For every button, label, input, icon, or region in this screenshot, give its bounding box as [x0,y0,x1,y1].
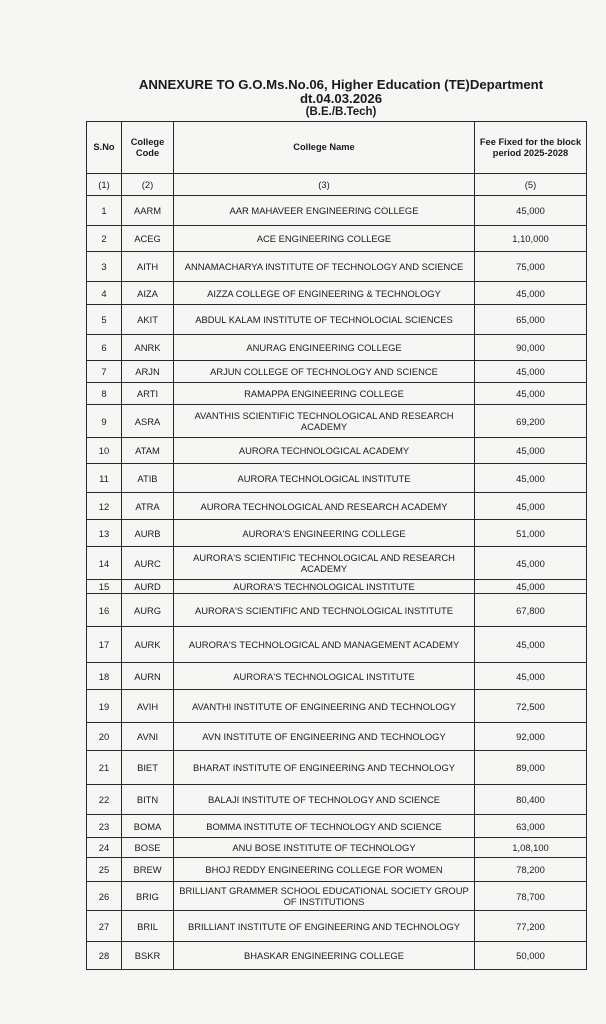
row-fee: 92,000 [475,723,587,751]
row-sno: 23 [87,815,122,838]
row-college-name: AURORA'S TECHNOLOGICAL AND MANAGEMENT ACADEMY [174,627,475,663]
row-fee: 90,000 [475,335,587,361]
row-college-name: BRILLIANT GRAMMER SCHOOL EDUCATIONAL SOCIETY GROUP OF INSTITUTIONS [174,882,475,911]
row-college-code: ASRA [122,405,174,438]
row-sno: 2 [87,226,122,252]
row-college-name: ARJUN COLLEGE OF TECHNOLOGY AND SCIENCE [174,361,475,383]
row-fee: 45,000 [475,493,587,520]
row-sno: 11 [87,464,122,493]
row-college-code: AURK [122,627,174,663]
row-college-code: AURG [122,594,174,627]
document-date: dt.04.03.2026 [299,91,383,106]
document-title: ANNEXURE TO G.O.Ms.No.06, Higher Education (TE)Department [138,77,544,92]
row-college-name: AVANTHIS SCIENTIFIC TECHNOLOGICAL AND RESEARCH ACADEMY [174,405,475,438]
row-college-name: ACE ENGINEERING COLLEGE [174,226,475,252]
fee-table [86,121,587,970]
header-college-code: College Code [122,122,174,174]
row-fee: 69,200 [475,405,587,438]
row-college-name: AURORA'S TECHNOLOGICAL INSTITUTE [174,663,475,690]
table-row [87,838,587,858]
table-row [87,723,587,751]
row-college-name: AURORA'S SCIENTIFIC AND TECHNOLOGICAL INSTITUTE [174,594,475,627]
table-row [87,520,587,547]
row-college-code: ATAM [122,438,174,464]
row-sno: 24 [87,838,122,858]
row-sno: 1 [87,196,122,226]
row-college-code: BREW [122,858,174,882]
row-college-name: ABDUL KALAM INSTITUTE OF TECHNOLOCIAL SCIENCES [174,305,475,335]
row-fee: 75,000 [475,252,587,282]
table-row [87,493,587,520]
row-college-code: BIET [122,751,174,785]
row-college-name: ANNAMACHARYA INSTITUTE OF TECHNOLOGY AND SCIENCE [174,252,475,282]
header-sno: S.No [87,122,122,174]
table-row [87,751,587,785]
row-college-name: AIZZA COLLEGE OF ENGINEERING & TECHNOLOGY [174,282,475,305]
row-college-code: ARTI [122,383,174,405]
row-fee: 63,000 [475,815,587,838]
row-fee: 78,200 [475,858,587,882]
row-college-name: AVANTHI INSTITUTE OF ENGINEERING AND TECHNOLOGY [174,690,475,723]
row-college-name: AURORA TECHNOLOGICAL AND RESEARCH ACADEMY [174,493,475,520]
table-row [87,252,587,282]
row-sno: 15 [87,580,122,594]
row-sno: 16 [87,594,122,627]
row-college-name: RAMAPPA ENGINEERING COLLEGE [174,383,475,405]
row-college-code: BOMA [122,815,174,838]
table-row [87,815,587,838]
row-college-code: ACEG [122,226,174,252]
table-row [87,361,587,383]
row-sno: 13 [87,520,122,547]
row-sno: 25 [87,858,122,882]
column-number: (3) [174,174,475,196]
row-fee: 45,000 [475,361,587,383]
table-row [87,858,587,882]
row-fee: 45,000 [475,580,587,594]
row-college-code: BRIG [122,882,174,911]
row-college-code: AURN [122,663,174,690]
row-college-name: BALAJI INSTITUTE OF TECHNOLOGY AND SCIENCE [174,785,475,815]
table-row [87,942,587,970]
row-college-name: AURORA'S TECHNOLOGICAL INSTITUTE [174,580,475,594]
row-college-code: AVIH [122,690,174,723]
row-college-code: ANRK [122,335,174,361]
row-fee: 80,400 [475,785,587,815]
row-college-name: ANU BOSE INSTITUTE OF TECHNOLOGY [174,838,475,858]
row-sno: 10 [87,438,122,464]
header-college-name: College Name [174,122,475,174]
row-sno: 20 [87,723,122,751]
row-college-name: AURORA'S SCIENTIFIC TECHNOLOGICAL AND RESEARCH ACADEMY [174,547,475,580]
row-college-code: BITN [122,785,174,815]
row-sno: 5 [87,305,122,335]
row-fee: 51,000 [475,520,587,547]
row-fee: 1,10,000 [475,226,587,252]
column-number: (2) [122,174,174,196]
row-fee: 45,000 [475,547,587,580]
row-fee: 72,500 [475,690,587,723]
row-college-code: AURB [122,520,174,547]
table-row [87,383,587,405]
row-college-name: BRILLIANT INSTITUTE OF ENGINEERING AND TECHNOLOGY [174,911,475,942]
row-college-code: AARM [122,196,174,226]
row-college-code: AIZA [122,282,174,305]
table-row [87,785,587,815]
column-number-row [87,174,587,196]
row-sno: 22 [87,785,122,815]
row-sno: 6 [87,335,122,361]
row-college-code: BSKR [122,942,174,970]
table-row [87,580,587,594]
row-sno: 14 [87,547,122,580]
row-sno: 9 [87,405,122,438]
row-fee: 50,000 [475,942,587,970]
row-fee: 67,800 [475,594,587,627]
table-row [87,911,587,942]
row-fee: 45,000 [475,196,587,226]
table-row [87,663,587,690]
table-row [87,282,587,305]
row-college-name: BHASKAR ENGINEERING COLLEGE [174,942,475,970]
row-sno: 19 [87,690,122,723]
row-sno: 12 [87,493,122,520]
row-fee: 45,000 [475,282,587,305]
table-row [87,226,587,252]
row-college-name: BHARAT INSTITUTE OF ENGINEERING AND TECHNOLOGY [174,751,475,785]
table-row [87,405,587,438]
document-heading [96,78,586,118]
table-row [87,627,587,663]
column-number: (1) [87,174,122,196]
row-college-code: ATIB [122,464,174,493]
column-number: (5) [475,174,587,196]
table-row [87,547,587,580]
row-college-name: AURORA TECHNOLOGICAL ACADEMY [174,438,475,464]
row-college-name: AURORA TECHNOLOGICAL INSTITUTE [174,464,475,493]
row-college-name: BOMMA INSTITUTE OF TECHNOLOGY AND SCIENCE [174,815,475,838]
row-college-code: ARJN [122,361,174,383]
table-row [87,690,587,723]
row-sno: 7 [87,361,122,383]
row-college-code: BRIL [122,911,174,942]
row-college-code: AKIT [122,305,174,335]
row-college-code: AVNI [122,723,174,751]
table-row [87,335,587,361]
row-fee: 45,000 [475,383,587,405]
row-sno: 18 [87,663,122,690]
row-fee: 89,000 [475,751,587,785]
row-sno: 27 [87,911,122,942]
table-header-row [87,122,587,174]
row-sno: 17 [87,627,122,663]
row-college-name: AAR MAHAVEER ENGINEERING COLLEGE [174,196,475,226]
table-row [87,438,587,464]
table-row [87,196,587,226]
header-fee: Fee Fixed for the block period 2025-2028 [475,122,587,174]
row-sno: 28 [87,942,122,970]
row-college-code: AURC [122,547,174,580]
table-row [87,464,587,493]
row-college-code: AURD [122,580,174,594]
row-fee: 65,000 [475,305,587,335]
row-fee: 45,000 [475,438,587,464]
table-row [87,594,587,627]
row-college-name: AURORA'S ENGINEERING COLLEGE [174,520,475,547]
row-college-code: BOSE [122,838,174,858]
row-sno: 3 [87,252,122,282]
row-sno: 21 [87,751,122,785]
row-sno: 8 [87,383,122,405]
row-sno: 26 [87,882,122,911]
row-college-code: ATRA [122,493,174,520]
table-row [87,305,587,335]
row-fee: 45,000 [475,464,587,493]
row-college-code: AITH [122,252,174,282]
document-subtitle: (B.E./B.Tech) [305,106,377,118]
row-college-name: AVN INSTITUTE OF ENGINEERING AND TECHNOLOGY [174,723,475,751]
row-fee: 77,200 [475,911,587,942]
row-fee: 45,000 [475,663,587,690]
row-college-name: ANURAG ENGINEERING COLLEGE [174,335,475,361]
row-sno: 4 [87,282,122,305]
row-fee: 1,08,100 [475,838,587,858]
row-fee: 45,000 [475,627,587,663]
table-row [87,882,587,911]
row-college-name: BHOJ REDDY ENGINEERING COLLEGE FOR WOMEN [174,858,475,882]
row-fee: 78,700 [475,882,587,911]
